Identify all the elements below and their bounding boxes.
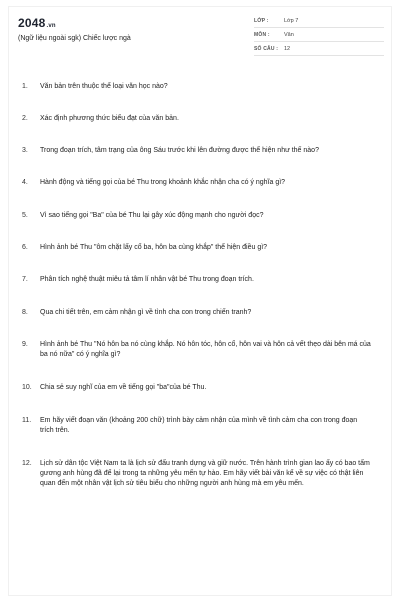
question-text: Hình ảnh bé Thu "Nó hôn ba nó cùng khắp. Nó hôn tóc, hôn cổ, hôn vai và hôn cả vết thẹo dài bên má của ba nó nữa" có ý nghĩa gì? [40, 341, 371, 358]
question-text: Lịch sử dân tộc Việt Nam ta là lịch sử đấu tranh dựng và giữ nước. Trên hành trình gian lao ấy có bao tấm gương anh hùng đã để lại trong ta những yêu mến tự hào. Em hãy viết bài văn kể về sự việc có thật liên quan đến một nhân vật lịch sử tiêu biểu cho những người anh hùng mà em yêu mến. [40, 460, 370, 487]
question-number: 12. [22, 460, 32, 467]
question-number: 4. [22, 179, 28, 186]
question-item [22, 459, 372, 489]
meta-row-subject [254, 28, 384, 42]
question-number: 8. [22, 309, 28, 316]
question-item [22, 275, 372, 285]
worksheet-header [18, 14, 384, 60]
meta-table [254, 14, 384, 56]
question-item [22, 340, 372, 360]
question-number: 10. [22, 384, 32, 391]
question-number: 11. [22, 417, 32, 424]
question-number: 9. [22, 341, 28, 348]
logo-sub: .vn [46, 23, 56, 29]
question-text: Văn bản trên thuộc thể loại văn học nào? [40, 83, 168, 90]
question-item [22, 211, 372, 221]
question-item [22, 146, 372, 156]
question-number: 2. [22, 115, 28, 122]
question-item [22, 308, 372, 318]
logo-main: 2048 [18, 16, 46, 30]
page-border [8, 6, 392, 596]
meta-key-subject: MÔN : [254, 31, 270, 38]
meta-row-count [254, 42, 384, 56]
meta-key-count: SỐ CÂU : [254, 45, 279, 52]
question-number: 7. [22, 276, 28, 283]
question-text: Vì sao tiếng gọi "Ba" của bé Thu lại gây xúc động mạnh cho người đọc? [40, 212, 264, 219]
question-text: Hình ảnh bé Thu "ôm chặt lấy cổ ba, hôn ba cùng khắp" thể hiện điều gì? [40, 244, 268, 251]
question-number: 5. [22, 212, 28, 219]
meta-value-count: 12 [284, 45, 291, 52]
question-item [22, 82, 372, 92]
question-number: 3. [22, 147, 28, 154]
document-title: (Ngữ liệu ngoài sgk) Chiếc lược ngà [18, 35, 131, 42]
question-text: Hành động và tiếng gọi của bé Thu trong khoảnh khắc nhận cha có ý nghĩa gì? [40, 179, 286, 186]
question-number: 1. [22, 83, 28, 90]
question-item [22, 416, 372, 436]
question-text: Em hãy viết đoạn văn (khoảng 200 chữ) trình bày cảm nhận của mình về tình cảm cha con trong đoạn trích trên. [40, 417, 358, 434]
question-item [22, 383, 372, 393]
site-logo[interactable] [18, 16, 56, 30]
question-number: 6. [22, 244, 28, 251]
meta-row-class [254, 14, 384, 28]
question-item [22, 114, 372, 124]
question-text: Phân tích nghệ thuật miêu tả tâm lí nhân vật bé Thu trong đoạn trích. [40, 276, 254, 283]
question-item [22, 243, 372, 253]
question-text: Trong đoạn trích, tâm trạng của ông Sáu trước khi lên đường được thể hiện như thế nào? [40, 147, 319, 154]
question-text: Chia sẻ suy nghĩ của em về tiếng gọi "ba"của bé Thu. [40, 384, 207, 391]
question-text: Xác định phương thức biểu đạt của văn bản. [40, 115, 179, 122]
meta-key-class: LỚP : [254, 17, 269, 24]
meta-value-class: Lớp 7 [284, 17, 299, 24]
question-item [22, 178, 372, 188]
meta-value-subject: Văn [284, 31, 294, 38]
question-text: Qua chi tiết trên, em cảm nhận gì về tình cha con trong chiến tranh? [40, 309, 252, 316]
